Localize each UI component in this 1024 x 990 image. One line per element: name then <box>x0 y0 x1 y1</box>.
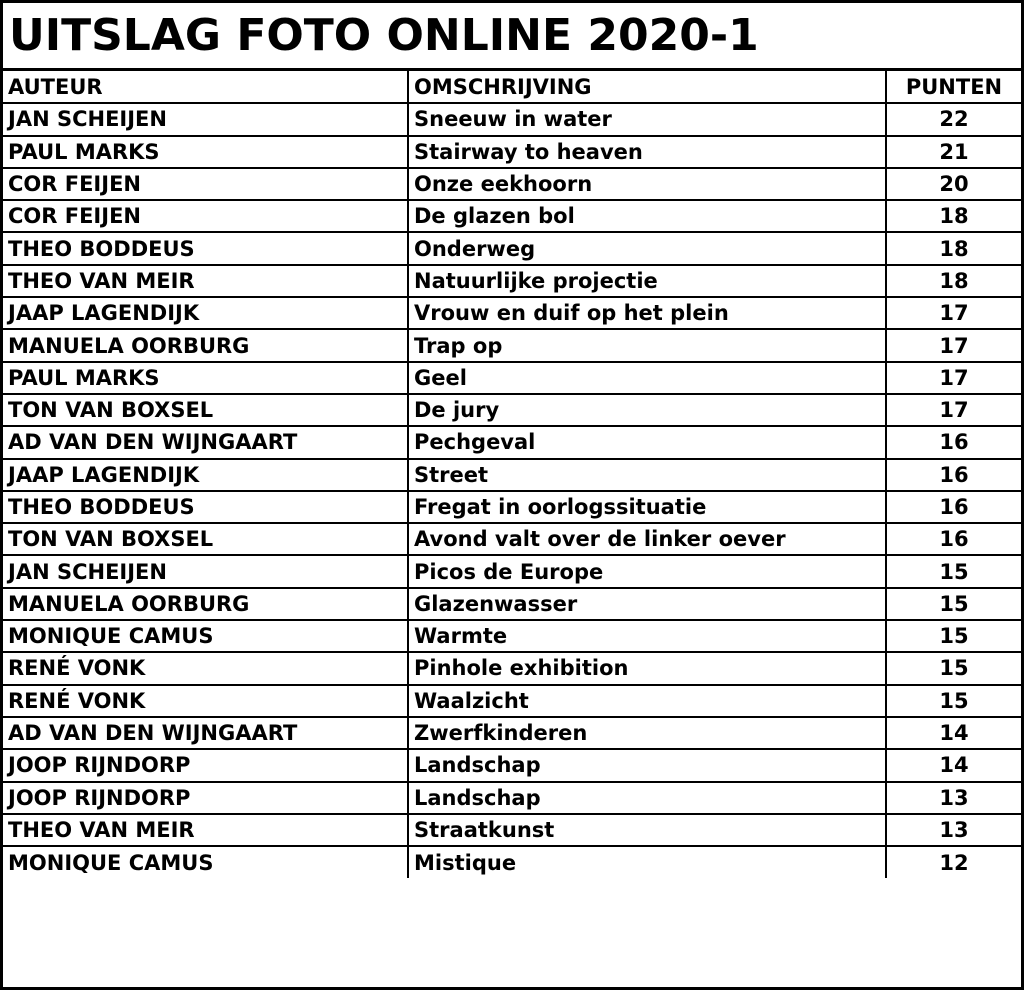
column-header-author: AUTEUR <box>3 71 408 103</box>
table-row <box>3 459 1021 491</box>
cell-points: 20 <box>886 168 1021 200</box>
cell-points: 16 <box>886 523 1021 555</box>
column-header-points: PUNTEN <box>886 71 1021 103</box>
cell-points: 13 <box>886 782 1021 814</box>
table-row <box>3 782 1021 814</box>
cell-author: TON VAN BOXSEL <box>3 523 408 555</box>
cell-author: JAAP LAGENDIJK <box>3 459 408 491</box>
table-row <box>3 362 1021 394</box>
cell-author: JAN SCHEIJEN <box>3 555 408 587</box>
table-row <box>3 717 1021 749</box>
table-row <box>3 394 1021 426</box>
page-title: UITSLAG FOTO ONLINE 2020-1 <box>9 10 759 61</box>
table-row <box>3 588 1021 620</box>
table-row <box>3 265 1021 297</box>
cell-author: MONIQUE CAMUS <box>3 620 408 652</box>
title-bar <box>3 3 1021 71</box>
cell-points: 16 <box>886 459 1021 491</box>
cell-description: Mistique <box>408 846 886 878</box>
table-row <box>3 232 1021 264</box>
cell-description: Landschap <box>408 749 886 781</box>
cell-author: COR FEIJEN <box>3 168 408 200</box>
cell-points: 17 <box>886 297 1021 329</box>
cell-description: Onderweg <box>408 232 886 264</box>
cell-description: Street <box>408 459 886 491</box>
cell-points: 21 <box>886 136 1021 168</box>
cell-points: 14 <box>886 717 1021 749</box>
cell-description: De glazen bol <box>408 200 886 232</box>
cell-description: Straatkunst <box>408 814 886 846</box>
cell-points: 18 <box>886 232 1021 264</box>
cell-points: 15 <box>886 588 1021 620</box>
cell-description: Trap op <box>408 329 886 361</box>
cell-description: Landschap <box>408 782 886 814</box>
cell-description: Zwerfkinderen <box>408 717 886 749</box>
cell-description: Pechgeval <box>408 426 886 458</box>
table-row <box>3 103 1021 135</box>
cell-author: MONIQUE CAMUS <box>3 846 408 878</box>
table-row <box>3 685 1021 717</box>
cell-author: AD VAN DEN WIJNGAART <box>3 426 408 458</box>
results-table <box>3 71 1021 878</box>
cell-description: Natuurlijke projectie <box>408 265 886 297</box>
cell-author: THEO VAN MEIR <box>3 265 408 297</box>
table-row <box>3 491 1021 523</box>
cell-author: THEO VAN MEIR <box>3 814 408 846</box>
cell-description: Vrouw en duif op het plein <box>408 297 886 329</box>
cell-author: TON VAN BOXSEL <box>3 394 408 426</box>
cell-description: Avond valt over de linker oever <box>408 523 886 555</box>
results-body <box>3 103 1021 878</box>
cell-points: 15 <box>886 620 1021 652</box>
cell-description: De jury <box>408 394 886 426</box>
table-row <box>3 297 1021 329</box>
table-row <box>3 749 1021 781</box>
table-row <box>3 620 1021 652</box>
cell-points: 15 <box>886 555 1021 587</box>
table-row <box>3 814 1021 846</box>
cell-author: JOOP RIJNDORP <box>3 749 408 781</box>
table-row <box>3 426 1021 458</box>
cell-description: Sneeuw in water <box>408 103 886 135</box>
cell-author: MANUELA OORBURG <box>3 588 408 620</box>
cell-author: JAN SCHEIJEN <box>3 103 408 135</box>
cell-author: JAAP LAGENDIJK <box>3 297 408 329</box>
cell-author: RENÉ VONK <box>3 685 408 717</box>
table-header-row <box>3 71 1021 103</box>
cell-author: PAUL MARKS <box>3 136 408 168</box>
cell-description: Fregat in oorlogssituatie <box>408 491 886 523</box>
cell-author: COR FEIJEN <box>3 200 408 232</box>
cell-points: 16 <box>886 491 1021 523</box>
table-row <box>3 555 1021 587</box>
cell-points: 12 <box>886 846 1021 878</box>
cell-author: AD VAN DEN WIJNGAART <box>3 717 408 749</box>
cell-description: Glazenwasser <box>408 588 886 620</box>
cell-points: 18 <box>886 265 1021 297</box>
table-row <box>3 523 1021 555</box>
column-header-description: OMSCHRIJVING <box>408 71 886 103</box>
cell-points: 13 <box>886 814 1021 846</box>
cell-author: THEO BODDEUS <box>3 232 408 264</box>
cell-author: THEO BODDEUS <box>3 491 408 523</box>
cell-points: 18 <box>886 200 1021 232</box>
cell-points: 15 <box>886 652 1021 684</box>
cell-description: Waalzicht <box>408 685 886 717</box>
cell-points: 22 <box>886 103 1021 135</box>
cell-description: Warmte <box>408 620 886 652</box>
cell-description: Stairway to heaven <box>408 136 886 168</box>
cell-description: Pinhole exhibition <box>408 652 886 684</box>
cell-description: Picos de Europe <box>408 555 886 587</box>
cell-author: PAUL MARKS <box>3 362 408 394</box>
table-row <box>3 200 1021 232</box>
cell-author: JOOP RIJNDORP <box>3 782 408 814</box>
cell-points: 17 <box>886 329 1021 361</box>
cell-author: RENÉ VONK <box>3 652 408 684</box>
table-row <box>3 846 1021 878</box>
cell-points: 15 <box>886 685 1021 717</box>
cell-description: Onze eekhoorn <box>408 168 886 200</box>
cell-points: 17 <box>886 394 1021 426</box>
table-row <box>3 136 1021 168</box>
cell-points: 16 <box>886 426 1021 458</box>
table-row <box>3 168 1021 200</box>
cell-points: 17 <box>886 362 1021 394</box>
cell-points: 14 <box>886 749 1021 781</box>
cell-description: Geel <box>408 362 886 394</box>
table-row <box>3 652 1021 684</box>
cell-author: MANUELA OORBURG <box>3 329 408 361</box>
table-row <box>3 329 1021 361</box>
